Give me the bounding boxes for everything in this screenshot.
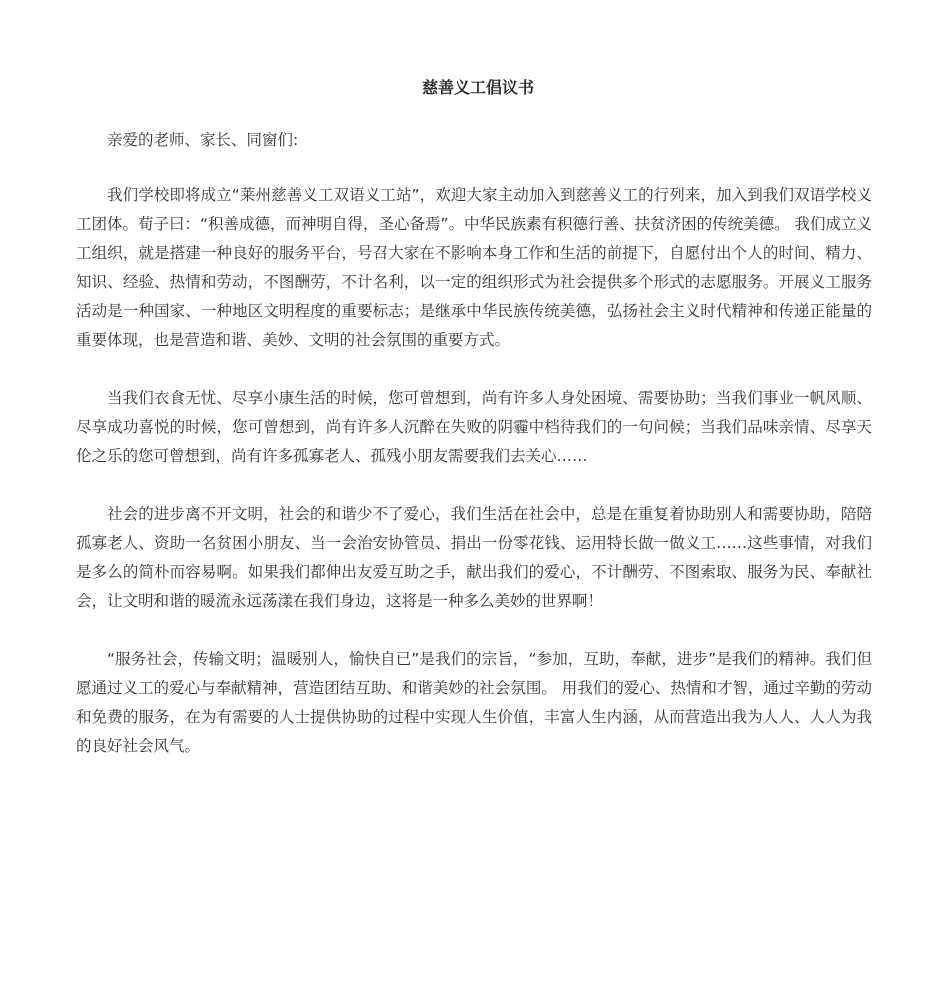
paragraph-3: 社会的进步离不开文明，社会的和谐少不了爱心，我们生活在社会中，总是在重复着协助别人和需要协助，陪陪孤寡老人、资助一名贫困小朋友、当一会治安协管员、捐出一份零花钱、运用特长做一做义工……这些事情，对我们是多么的简朴而容易啊。如果我们都伸出友爱互助之手，献出我们的爱心，不计酬劳、不图索取、服务为民、奉献社会，让文明和谐的暖流永远荡漾在我们身边，这将是一种多么美妙的世界啊！ bbox=[76, 505, 872, 610]
paragraph-4: “服务社会，传输文明；温暖别人，愉快自已”是我们的宗旨，“参加，互助，奉献，进步”是我们的精神。我们但愿通过义工的爱心与奉献精神，营造团结互助、和谐美妙的社会氛围。 用我们的爱心、热情和才智，通过辛勤的劳动和免费的服务，在为有需要的人士提供协助的过程中实现人生价值，丰富人生内涵，从而营造出我为人人、人人为我的良好社会风气。 bbox=[76, 650, 872, 755]
paragraph-2: 当我们衣食无忧、尽享小康生活的时候，您可曾想到，尚有许多人身处困境、需要协助；当我们事业一帆风顺、尽享成功喜悦的时候，您可曾想到，尚有许多人沉醉在失败的阴霾中档待我们的一句问候；当我们品味亲情、尽享天伦之乐的您可曾想到，尚有许多孤寡老人、孤残小朋友需要我们去关心…… bbox=[76, 389, 872, 465]
salutation: 亲爱的老师、家长、同窗们: bbox=[107, 131, 299, 149]
document-title: 慈善义工倡议书 bbox=[421, 78, 534, 97]
paragraph-1: 我们学校即将成立“莱州慈善义工双语义工站”，欢迎大家主动加入到慈善义工的行列来，加入到我们双语学校义工团体。荀子曰：“积善成德，而神明自得，圣心备焉”。中华民族素有积德行善、扶贫济困的传统美德。 我们成立义工组织，就是搭建一种良好的服务平台，号召大家在不影响本身工作和生活的前提下，自愿付出个人的时间、精力、知识、经验、热情和劳动，不图酬劳，不计名利，以一定的组织形式为社会提供多个形式的志愿服务。开展义工服务活动是一种国家、一种地区文明程度的重要标志；是继承中华民族传统美德，弘扬社会主义时代精神和传递正能量的重要体现，也是营造和谐、美妙、文明的社会氛围的重要方式。 bbox=[76, 186, 872, 349]
